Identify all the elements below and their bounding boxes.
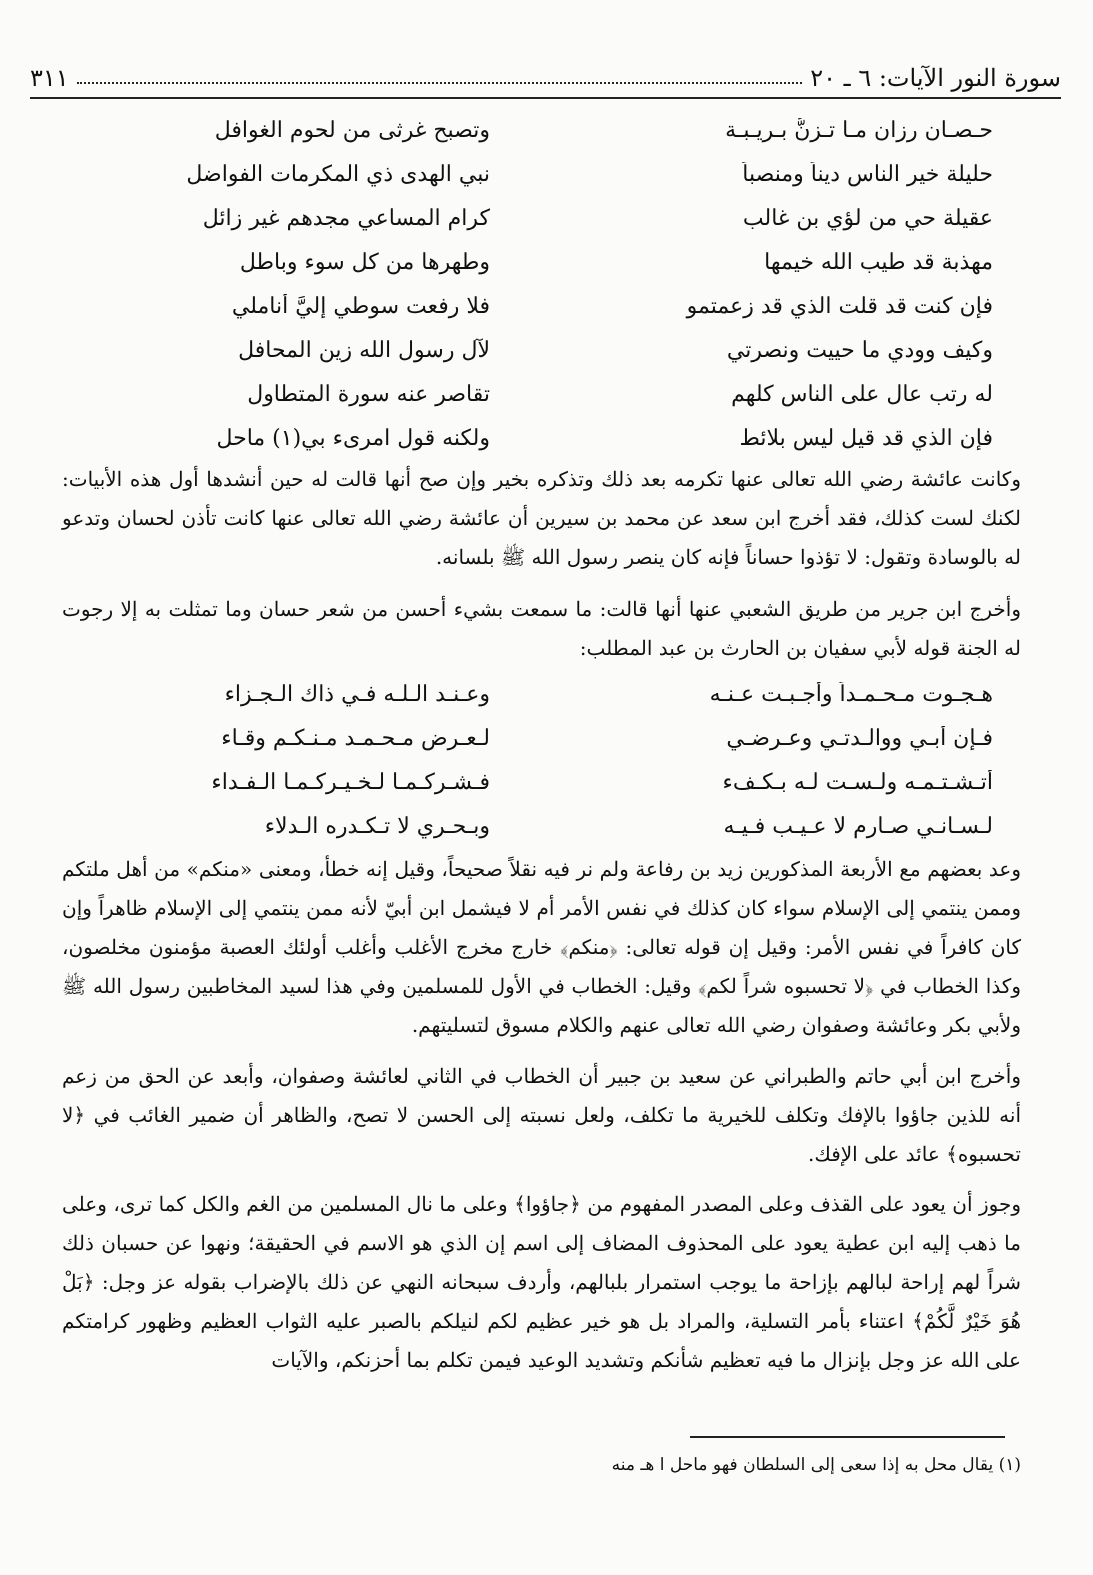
verse-line: [110, 240, 993, 284]
verse-second-half: نبي الهدى ذي المكرمات الفواضل: [186, 161, 490, 187]
verse-line: [110, 760, 993, 804]
verse-line: [110, 716, 993, 760]
verse-first-half: مهذبة قد طيب الله خيمها: [764, 249, 993, 275]
footnote: (١) يقال محل به إذا سعى إلى السلطان فهو ماحل ا هـ منه: [611, 1455, 1021, 1475]
verse-second-half: لـعـرض مـحـمـد مـنـكـم وقـاء: [221, 725, 490, 751]
paragraph-pronoun-reference: [62, 1185, 1021, 1380]
verse-second-half: تقاصر عنه سورة المتطاول: [247, 381, 490, 407]
verse-second-half: كرام المساعي مجدهم غير زائل: [202, 205, 490, 231]
verse-first-half: فإن كنت قد قلت الذي قد زعمتمو: [686, 293, 993, 319]
running-header: [30, 52, 1061, 92]
verse-line: [110, 152, 993, 196]
verse-line: [110, 328, 993, 372]
verse-line: [110, 108, 993, 152]
verse-first-half: فإن الذي قد قيل ليس بلائط: [739, 425, 993, 451]
poem-hassan-2: [110, 672, 993, 848]
verse-second-half: وعـنـد الـلـه فـي ذاك الـجـزاء: [224, 681, 490, 707]
verse-first-half: وكيف وودي ما حييت ونصرتي: [726, 337, 993, 363]
verse-first-half: حـصـان رزان مـا تـزنُّ بـريـبـة: [725, 117, 993, 143]
verse-line: [110, 672, 993, 716]
paragraph-text: وعد بعضهم مع الأربعة المذكورين زيد بن رفاعة ولم نر فيه نقلاً صحيحاً، وقيل إنه خطأ، ومعنى «منكم» من أهل ملتكم وممن ينتمي إلى الإسلام سواء كان كذلك في نفس الأمر أم لا فيشمل ابن أبيّ لأنه ممن ينتمي إلى الإسلام ظاهراً وإن كان كافراً في نفس الأمر: وقيل إن قوله تعالى: ﴿منكم﴾ خارج مخرج الأغلب وأغلب أولئك العصبة مؤمنون مخلصون، وكذا الخطاب في ﴿لا تحسبوه شراً لكم﴾ وقيل: الخطاب في الأول للمسلمين وفي هذا لسيد المخاطبين رسول الله ﷺ ولأبي بكر وعائشة وصفوان رضي الله تعالى عنهم والكلام مسوق لتسليتهم.: [62, 857, 1021, 1037]
verse-line: [110, 196, 993, 240]
verse-line: [110, 372, 993, 416]
verse-line: [110, 284, 993, 328]
paragraph-text: وجوز أن يعود على القذف وعلى المصدر المفهوم من ﴿جاؤوا﴾ وعلى ما نال المسلمين من الغم والكل كما ترى، وعلى ما ذهب إليه ابن عطية يعود على المحذوف المضاف إلى اسم إن الذي هو الاسم في الحقيقة؛ ونهوا عن حسبان ذلك شراً لهم إراحة لبالهم بإزاحة ما يوجب استمرار بلبالهم، وأردف سبحانه النهي عن ذلك بالإضراب بقوله عز وجل: ﴿بَلْ هُوَ خَيْرٌ لَّكُمْ﴾ اعتناء بأمر التسلية، والمراد بل هو خير عظيم لكم لنيلكم بالصبر عليه الثواب العظيم وظهور كرامتكم على الله عز وجل بإنزال ما فيه تعظيم شأنكم وتشديد الوعيد فيمن تكلم بما أحزنكم، والآيات: [62, 1192, 1021, 1372]
page-number: ٣١١: [30, 64, 69, 92]
verse-line: [110, 804, 993, 848]
verse-first-half: لـسـانـي صـارم لا عـيـب فـيـه: [723, 813, 993, 839]
verse-line: [110, 416, 993, 460]
paragraph-aisha-honored: [62, 460, 1021, 577]
paragraph-text: وأخرج ابن أبي حاتم والطبراني عن سعيد بن جبير أن الخطاب في الثاني لعائشة وصفوان، وأبعد عن الحق من زعم أنه للذين جاؤوا بالإفك وتكلف للخيرية ما تكلف، ولعل نسبته إلى الحسن لا تصح، والظاهر أن ضمير الغائب في ﴿لا تحسبوه﴾ عائد على الإفك.: [62, 1064, 1021, 1166]
verse-second-half: وتصبح غرثى من لحوم الغوافل: [214, 117, 490, 143]
verse-second-half: وبـحـري لا تـكـدره الـدلاء: [264, 813, 490, 839]
verse-first-half: فـإن أبـي ووالـدتـي وعـرضـي: [726, 725, 993, 751]
verse-first-half: هـجـوت مـحـمـداً وأجـبـت عـنـه: [709, 681, 993, 707]
verse-first-half: أتـشـتـمـه ولـسـت لـه بـكـفء: [722, 769, 993, 795]
surah-title: سورة النور الآيات: ٦ ـ ٢٠: [810, 64, 1061, 92]
paragraph-ibn-jubayr: [62, 1057, 1021, 1174]
verse-second-half: فـشـركـمـا لـخـيـركـمـا الـفـداء: [211, 769, 490, 795]
paragraph-text: وأخرج ابن جرير من طريق الشعبي عنها أنها قالت: ما سمعت بشيء أحسن من شعر حسان وما تمثلت به إلا رجوت له الجنة قوله لأبي سفيان بن الحارث بن عبد المطلب:: [62, 597, 1021, 660]
paragraph-shabi-report: [62, 590, 1021, 668]
paragraph-minkum: [62, 850, 1021, 1045]
header-dot-leader: [77, 82, 803, 84]
verse-second-half: فلا رفعت سوطي إليَّ أناملي: [231, 293, 490, 319]
poem-hassan-1: [110, 108, 993, 460]
verse-second-half: وطهرها من كل سوء وباطل: [239, 249, 490, 275]
verse-second-half: لآل رسول الله زين المحافل: [238, 337, 490, 363]
header-rule: [30, 97, 1061, 99]
footnote-rule: [690, 1436, 1005, 1438]
verse-first-half: عقيلة حي من لؤي بن غالب: [742, 205, 993, 231]
paragraph-text: وكانت عائشة رضي الله تعالى عنها تكرمه بعد ذلك وتذكره بخير وإن صح أنها قالت له حين أنشدها أول هذه الأبيات: لكنك لست كذلك، فقد أخرج ابن سعد عن محمد بن سيرين أن عائشة رضي الله تعالى عنها كانت تأذن لحسان وتدعو له بالوسادة وتقول: لا تؤذوا حساناً فإنه كان ينصر رسول الله ﷺ بلسانه.: [62, 467, 1021, 569]
verse-first-half: له رتب عال على الناس كلهم: [731, 381, 993, 407]
verse-first-half: حليلة خير الناس ديناً ومنصباً: [742, 161, 993, 187]
verse-second-half: ولكنه قول امرىء بي(١) ماحل: [216, 425, 490, 451]
